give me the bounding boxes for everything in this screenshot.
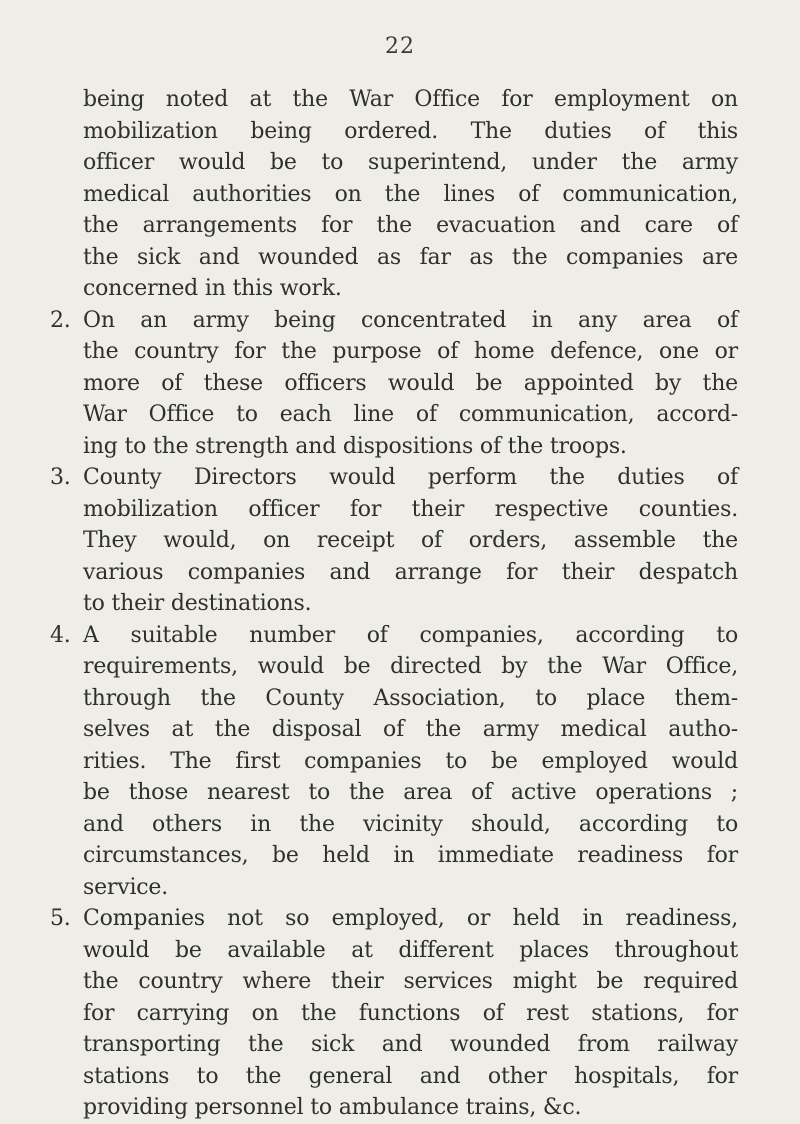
text-line: providing personnel to ambulance trains, &c. [83, 1095, 582, 1120]
paragraph-continuation [50, 84, 738, 305]
paragraph-4 [50, 620, 738, 904]
text-line [50, 903, 738, 935]
text-line: being noted at the War Office for employment on [83, 87, 738, 112]
text-line [50, 620, 738, 652]
text-line: concerned in this work. [83, 276, 342, 301]
text-line: circumstances, be held in immediate readiness for [83, 843, 738, 868]
text-line: the arrangements for the evacuation and care of [83, 213, 738, 238]
paragraph-number: 3. [50, 465, 71, 490]
text-line: through the County Association, to place them- [83, 685, 738, 711]
text-line: more of these officers would be appointed by the [83, 370, 738, 396]
line-text: On an army being concentrated in any area of [83, 307, 738, 333]
line-text: County Directors would perform the duties of [83, 465, 738, 490]
text-line: transporting the sick and wounded from railway [83, 1032, 738, 1057]
paragraph-2 [50, 305, 738, 463]
text-line: for carrying on the functions of rest stations, for [83, 1000, 738, 1026]
line-text: Companies not so employed, or held in readiness, [83, 906, 738, 931]
text-line: to their destinations. [83, 591, 312, 616]
text-line: requirements, would be directed by the War Office, [83, 654, 738, 679]
text-line: and others in the vicinity should, according to [83, 811, 738, 837]
text-line: would be available at different places throughout [83, 937, 738, 963]
document-body [50, 84, 738, 1124]
text-line: be those nearest to the area of active operations ; [83, 780, 738, 805]
paragraph-3 [50, 462, 738, 620]
text-line: mobilization officer for their respective counties. [83, 496, 738, 522]
text-line: medical authorities on the lines of communication, [83, 181, 738, 207]
paragraph-number: 5. [50, 906, 71, 931]
text-line: the country for the purpose of home defence, one or [83, 339, 738, 364]
text-line: War Office to each line of communication, accord- [83, 402, 738, 427]
text-line: officer would be to superintend, under the army [83, 150, 738, 175]
text-line: the country where their services might be required [83, 969, 738, 994]
paragraph-5 [50, 903, 738, 1124]
text-line [50, 462, 738, 494]
text-line: the sick and wounded as far as the companies are [83, 244, 738, 270]
text-line: stations to the general and other hospitals, for [83, 1063, 738, 1089]
text-line: mobilization being ordered. The duties of this [83, 118, 738, 144]
paragraph-number: 2. [50, 307, 71, 333]
text-line: selves at the disposal of the army medical autho- [83, 717, 738, 742]
text-line: They would, on receipt of orders, assemble the [83, 528, 738, 553]
paragraph-number: 4. [50, 622, 71, 648]
line-text: A suitable number of companies, according to [83, 622, 738, 648]
text-line: ing to the strength and dispositions of the troops. [83, 433, 627, 459]
page-number: 22 [385, 34, 415, 59]
text-line: service. [83, 874, 169, 900]
text-line [50, 305, 738, 337]
text-line: various companies and arrange for their despatch [83, 559, 738, 585]
text-line: rities. The first companies to be employed would [83, 748, 738, 774]
